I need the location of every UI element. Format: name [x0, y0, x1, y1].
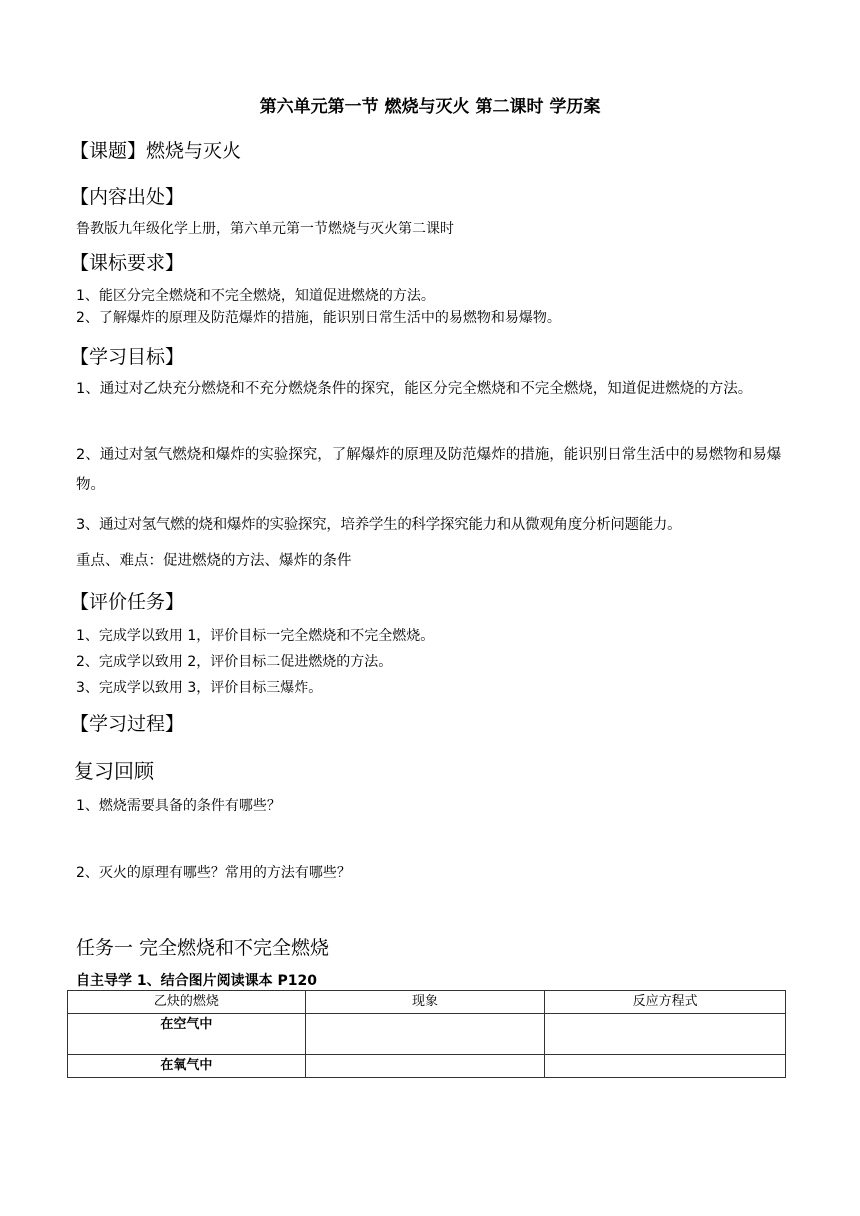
table-row: [68, 1055, 786, 1078]
standard-item: 1、能区分完全燃烧和不完全燃烧，知道促进燃烧的方法。: [76, 288, 435, 304]
standard-item: 2、了解爆炸的原理及防范爆炸的措施，能识别日常生活中的易燃物和易爆物。: [76, 310, 561, 326]
key-points: 重点、难点：促进燃烧的方法、爆炸的条件: [76, 553, 352, 569]
table-header: 现象: [305, 991, 545, 1014]
task-item: 2、完成学以致用 2，评价目标二促进燃烧的方法。: [76, 654, 393, 670]
table-cell-blank[interactable]: [545, 1014, 786, 1055]
goals-heading: 【学习目标】: [70, 346, 185, 368]
tasks-heading: 【评价任务】: [70, 591, 185, 613]
review-question: 1、燃烧需要具备的条件有哪些？: [76, 798, 281, 814]
table-cell-blank[interactable]: [545, 1055, 786, 1078]
table-cell-blank[interactable]: [305, 1055, 545, 1078]
acetylene-table: [67, 990, 786, 1078]
table-cell-blank[interactable]: [305, 1014, 545, 1055]
table-header-row: [68, 991, 786, 1014]
review-heading: 复习回顾: [74, 759, 154, 783]
table-row-label: 在氧气中: [68, 1055, 306, 1078]
task1-heading: 任务一 完全燃烧和不完全燃烧: [76, 937, 330, 959]
table-row-label: 在空气中: [68, 1014, 306, 1055]
task-item: 3、完成学以致用 3，评价目标三爆炸。: [76, 680, 323, 696]
self-study-instruction: 自主导学 1、结合图片阅读课本 P120: [76, 973, 317, 989]
process-heading: 【学习过程】: [70, 713, 185, 735]
document-title: 第六单元第一节 燃烧与灭火 第二课时 学历案: [259, 97, 601, 117]
review-question: 2、灭火的原理有哪些？常用的方法有哪些？: [76, 865, 351, 881]
source-heading: 【内容出处】: [70, 186, 185, 208]
goal-item: 2、通过对氢气燃烧和爆炸的实验探究，了解爆炸的原理及防范爆炸的措施，能识别日常生活中的易燃物和易爆物。: [76, 447, 782, 493]
source-text: 鲁教版九年级化学上册，第六单元第一节燃烧与灭火第二课时: [76, 221, 454, 237]
table-header: 乙炔的燃烧: [68, 991, 306, 1014]
task-item: 1、完成学以致用 1，评价目标一完全燃烧和不完全燃烧。: [76, 628, 435, 644]
table-header: 反应方程式: [545, 991, 786, 1014]
goal-item: 1、通过对乙炔充分燃烧和不充分燃烧条件的探究，能区分完全燃烧和不完全燃烧，知道促进燃烧的方法。: [76, 381, 753, 397]
topic-heading: 【课题】燃烧与灭火: [70, 140, 242, 162]
goal-item: 3、通过对氢气燃的烧和爆炸的实验探究，培养学生的科学探究能力和从微观角度分析问题能力。: [76, 517, 682, 533]
table-row: [68, 1014, 786, 1055]
standards-heading: 【课标要求】: [70, 252, 185, 274]
